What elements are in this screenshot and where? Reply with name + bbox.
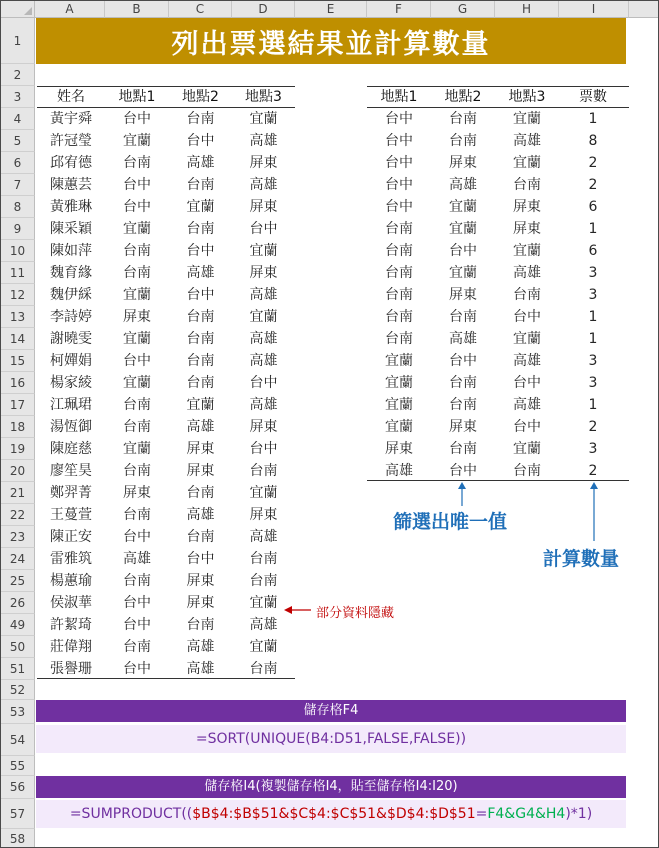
- cell-place2[interactable]: 台南: [186, 221, 215, 237]
- cell-r-place3[interactable]: 高雄: [513, 265, 541, 281]
- cell-r-place2[interactable]: 台中: [449, 243, 477, 259]
- row-header[interactable]: 20: [1, 460, 35, 482]
- cell-place2[interactable]: 台南: [186, 331, 215, 347]
- cell-name[interactable]: 侯淑華: [50, 595, 92, 611]
- cell-r-place3[interactable]: 宜蘭: [513, 243, 541, 259]
- cell-name[interactable]: 李詩婷: [50, 309, 92, 325]
- cell-name[interactable]: 楊家綾: [50, 375, 92, 391]
- cell-place3[interactable]: 台南: [249, 463, 278, 479]
- cell-place3[interactable]: 高雄: [249, 331, 278, 347]
- header-r-place3: 地點3: [508, 89, 546, 105]
- row-header[interactable]: 3: [1, 86, 35, 108]
- cell-place3[interactable]: 高雄: [249, 177, 278, 193]
- column-header-c[interactable]: C: [169, 1, 232, 18]
- cell-place1[interactable]: 台南: [123, 507, 151, 523]
- cell-r-place1[interactable]: 宜蘭: [385, 353, 413, 369]
- row-header[interactable]: 16: [1, 372, 35, 394]
- cell-place3[interactable]: 台南: [249, 573, 278, 589]
- cell-place2[interactable]: 台中: [186, 133, 215, 149]
- cell-votes[interactable]: 3: [588, 441, 598, 457]
- cell-r-place1[interactable]: 台南: [385, 221, 413, 237]
- cell-place1[interactable]: 台中: [123, 617, 151, 633]
- cell-place2[interactable]: 高雄: [186, 661, 215, 677]
- row-header[interactable]: 50: [1, 636, 35, 658]
- header-r-place1: 地點1: [380, 89, 418, 105]
- cell-r-place2[interactable]: 高雄: [449, 177, 477, 193]
- cell-votes[interactable]: 2: [588, 155, 598, 171]
- cell-r-place1[interactable]: 宜蘭: [385, 397, 413, 413]
- cell-name[interactable]: 雷雅筑: [50, 551, 92, 567]
- cell-votes[interactable]: 3: [588, 265, 598, 281]
- cell-place2[interactable]: 台中: [186, 551, 215, 567]
- row-header[interactable]: 17: [1, 394, 35, 416]
- cell-place2[interactable]: 高雄: [186, 419, 215, 435]
- cell-r-place2[interactable]: 台南: [449, 133, 477, 149]
- row-header[interactable]: 56: [1, 776, 35, 799]
- cell-r-place3[interactable]: 台南: [513, 287, 541, 303]
- cell-place2[interactable]: 高雄: [186, 265, 215, 281]
- formula1-title: 儲存格F4: [36, 700, 626, 722]
- cell-r-place1[interactable]: 台中: [385, 177, 413, 193]
- formula2-title: 儲存格I4(複製儲存格I4，貼至儲存格I4:I20): [36, 776, 626, 798]
- cell-place3[interactable]: 宜蘭: [249, 595, 278, 611]
- cell-place3[interactable]: 高雄: [249, 529, 278, 545]
- cell-place1[interactable]: 台南: [123, 639, 151, 655]
- column-header-i[interactable]: I: [559, 1, 629, 18]
- column-header-g[interactable]: G: [431, 1, 495, 18]
- column-header-a[interactable]: A: [35, 1, 105, 18]
- cell-place1[interactable]: 台中: [123, 595, 151, 611]
- cell-place3[interactable]: 宜蘭: [249, 243, 278, 259]
- cell-place1[interactable]: 台南: [123, 463, 151, 479]
- formula2-part1: =SUMPRODUCT((: [69, 806, 193, 822]
- cell-place3[interactable]: 台中: [249, 441, 278, 457]
- row-header[interactable]: 22: [1, 504, 35, 526]
- row-header[interactable]: 12: [1, 284, 35, 306]
- cell-place1[interactable]: 宜蘭: [123, 133, 151, 149]
- formula1-text[interactable]: =SORT(UNIQUE(B4:D51,FALSE,FALSE)): [36, 725, 626, 753]
- header-place2: 地點2: [182, 89, 219, 105]
- cell-place3[interactable]: 高雄: [249, 617, 278, 633]
- cell-r-place3[interactable]: 台南: [513, 177, 541, 193]
- cell-name[interactable]: 許絜琦: [50, 617, 92, 633]
- cell-r-place2[interactable]: 台南: [449, 309, 477, 325]
- cell-r-place3[interactable]: 高雄: [513, 133, 541, 149]
- cell-name[interactable]: 廖笙昊: [50, 463, 92, 479]
- cell-r-place3[interactable]: 台中: [513, 375, 541, 391]
- cell-name[interactable]: 陳正安: [50, 529, 92, 545]
- cell-r-place2[interactable]: 宜蘭: [449, 221, 477, 237]
- header-r-place2: 地點2: [444, 89, 482, 105]
- row-header[interactable]: 25: [1, 570, 35, 592]
- cell-r-place2[interactable]: 高雄: [449, 331, 477, 347]
- row-header[interactable]: 2: [1, 64, 35, 86]
- cell-place1[interactable]: 宜蘭: [123, 221, 151, 237]
- row-header[interactable]: 1: [1, 18, 35, 64]
- annotation-hidden-note: 部分資料隱藏: [316, 606, 395, 621]
- cell-place2[interactable]: 屏東: [186, 573, 215, 589]
- row-header[interactable]: 18: [1, 416, 35, 438]
- annotation-unique: 篩選出唯一值: [393, 511, 508, 533]
- cell-name[interactable]: 莊偉翔: [50, 639, 92, 655]
- formula2-text[interactable]: [36, 800, 626, 828]
- cell-r-place1[interactable]: 台南: [385, 287, 413, 303]
- cell-place1[interactable]: 宜蘭: [123, 375, 151, 391]
- cell-r-place2[interactable]: 屏東: [449, 287, 477, 303]
- row-header[interactable]: 26: [1, 592, 35, 614]
- cell-name[interactable]: 江珮珺: [50, 397, 92, 413]
- cell-name[interactable]: 謝曉雯: [50, 331, 92, 347]
- cell-votes[interactable]: 3: [588, 353, 598, 369]
- cell-name[interactable]: 柯嬋娟: [50, 353, 92, 369]
- cell-name[interactable]: 陳采穎: [50, 221, 92, 237]
- cell-votes[interactable]: 3: [588, 287, 598, 303]
- cell-r-place3[interactable]: 宜蘭: [513, 111, 541, 127]
- row-header[interactable]: 4: [1, 108, 35, 130]
- cell-place2[interactable]: 屏東: [186, 595, 215, 611]
- cell-votes[interactable]: 1: [588, 331, 598, 347]
- cell-votes[interactable]: 8: [588, 133, 598, 149]
- cell-r-place2[interactable]: 台中: [449, 353, 477, 369]
- cell-r-place3[interactable]: 台中: [513, 419, 541, 435]
- cell-place1[interactable]: 台中: [123, 661, 151, 677]
- cell-place3[interactable]: 台中: [249, 221, 278, 237]
- formula2-equals: =: [475, 806, 488, 822]
- cell-r-place2[interactable]: 屏東: [449, 419, 477, 435]
- cell-r-place2[interactable]: 宜蘭: [449, 265, 477, 281]
- header-place1: 地點1: [118, 89, 156, 105]
- cell-name[interactable]: 黃雅琳: [50, 199, 92, 215]
- cell-name[interactable]: 黃宇舜: [50, 111, 92, 127]
- cell-place3[interactable]: 屏東: [249, 419, 278, 435]
- cell-place1[interactable]: 宜蘭: [123, 331, 151, 347]
- row-header[interactable]: 23: [1, 526, 35, 548]
- row-header[interactable]: 6: [1, 152, 35, 174]
- cell-place1[interactable]: 台中: [123, 177, 151, 193]
- page-title: 列出票選結果並計算數量: [36, 18, 626, 64]
- formula2-tail: )*1): [565, 806, 593, 822]
- row-header[interactable]: 8: [1, 196, 35, 218]
- cell-place2[interactable]: 台南: [186, 375, 215, 391]
- row-header[interactable]: 15: [1, 350, 35, 372]
- row-header[interactable]: 13: [1, 306, 35, 328]
- cell-votes[interactable]: 1: [588, 397, 598, 413]
- cell-r-place2[interactable]: 台南: [449, 441, 477, 457]
- cell-place2[interactable]: 台中: [186, 287, 215, 303]
- row-header[interactable]: 49: [1, 614, 35, 636]
- row-header[interactable]: 53: [1, 700, 35, 724]
- cell-place1[interactable]: 台中: [123, 529, 151, 545]
- cell-name[interactable]: 鄭羿菁: [50, 485, 92, 501]
- cell-r-place3[interactable]: 屏東: [513, 199, 541, 215]
- row-header[interactable]: 58: [1, 829, 35, 848]
- cell-place2[interactable]: 台南: [186, 309, 215, 325]
- header-place3: 地點3: [245, 89, 282, 105]
- cell-name[interactable]: 許冠瑩: [50, 133, 92, 149]
- cell-votes[interactable]: 1: [588, 111, 598, 127]
- cell-r-place3[interactable]: 宜蘭: [513, 331, 541, 347]
- column-header-f[interactable]: F: [367, 1, 431, 18]
- cell-r-place3[interactable]: 高雄: [513, 353, 541, 369]
- annotation-count: 計算數量: [543, 548, 620, 570]
- cell-r-place3[interactable]: 台南: [513, 463, 541, 479]
- cell-place1[interactable]: 屏東: [123, 485, 151, 501]
- cell-r-place1[interactable]: 台南: [385, 331, 413, 347]
- row-header[interactable]: 54: [1, 724, 35, 756]
- cell-place2[interactable]: 台中: [186, 243, 215, 259]
- cell-place1[interactable]: 屏東: [123, 309, 151, 325]
- cell-r-place3[interactable]: 宜蘭: [513, 155, 541, 171]
- cell-r-place1[interactable]: 宜蘭: [385, 375, 413, 391]
- cell-place1[interactable]: 台南: [123, 419, 151, 435]
- cell-place1[interactable]: 台南: [123, 573, 151, 589]
- cell-place1[interactable]: 台南: [123, 265, 151, 281]
- cell-name[interactable]: 張譽珊: [50, 661, 92, 677]
- cell-r-place2[interactable]: 屏東: [449, 155, 477, 171]
- cell-place2[interactable]: 屏東: [186, 441, 215, 457]
- cell-place1[interactable]: 台中: [123, 199, 151, 215]
- cell-place1[interactable]: 台中: [123, 353, 151, 369]
- cell-name[interactable]: 邱宥德: [50, 155, 92, 171]
- cell-place1[interactable]: 台南: [123, 397, 151, 413]
- row-header[interactable]: 57: [1, 799, 35, 829]
- arrow-unique-head: [458, 482, 466, 489]
- cell-place2[interactable]: 屏東: [186, 463, 215, 479]
- cell-r-place3[interactable]: 屏東: [513, 221, 541, 237]
- cell-place3[interactable]: 台南: [249, 551, 278, 567]
- column-header-h[interactable]: H: [495, 1, 559, 18]
- cell-r-place2[interactable]: 台南: [449, 111, 477, 127]
- cell-r-place1[interactable]: 台中: [385, 155, 413, 171]
- cell-place3[interactable]: 宜蘭: [249, 639, 278, 655]
- cell-place3[interactable]: 屏東: [249, 265, 278, 281]
- column-header-b[interactable]: B: [105, 1, 169, 18]
- cell-r-place1[interactable]: 台中: [385, 199, 413, 215]
- cell-name[interactable]: 魏育緣: [50, 265, 92, 281]
- cell-place3[interactable]: 台中: [249, 375, 278, 391]
- cell-r-place1[interactable]: 台中: [385, 133, 413, 149]
- row-header[interactable]: 51: [1, 658, 35, 680]
- cell-place3[interactable]: 台南: [249, 661, 278, 677]
- row-header[interactable]: 14: [1, 328, 35, 350]
- formula2-criteria: F4&G4&H4: [487, 806, 566, 822]
- cell-place3[interactable]: 高雄: [249, 287, 278, 303]
- cell-place3[interactable]: 高雄: [249, 353, 278, 369]
- cell-place3[interactable]: 高雄: [249, 133, 278, 149]
- cell-r-place1[interactable]: 屏東: [385, 441, 413, 457]
- cell-place1[interactable]: 宜蘭: [123, 287, 151, 303]
- arrow-hidden-head: [284, 606, 292, 614]
- cell-r-place1[interactable]: 宜蘭: [385, 419, 413, 435]
- cell-r-place3[interactable]: 台中: [513, 309, 541, 325]
- cell-r-place2[interactable]: 台中: [449, 463, 477, 479]
- cell-votes[interactable]: 3: [588, 375, 598, 391]
- cell-place3[interactable]: 宜蘭: [249, 485, 278, 501]
- formula2-range: $B$4:$B$51&$C$4:$C$51&$D$4:$D$51: [192, 806, 476, 822]
- cell-name[interactable]: 陳蕙芸: [50, 177, 92, 193]
- row-header[interactable]: 19: [1, 438, 35, 460]
- cell-votes[interactable]: 6: [588, 199, 598, 215]
- cell-place1[interactable]: 台南: [123, 243, 151, 259]
- cell-place2[interactable]: 台南: [186, 111, 215, 127]
- cell-place2[interactable]: 台南: [186, 353, 215, 369]
- cell-r-place1[interactable]: 台南: [385, 265, 413, 281]
- cell-place3[interactable]: 宜蘭: [249, 111, 278, 127]
- column-header-d[interactable]: D: [232, 1, 295, 18]
- cell-votes[interactable]: 2: [588, 463, 598, 479]
- row-header[interactable]: 24: [1, 548, 35, 570]
- cell-r-place1[interactable]: 高雄: [385, 463, 413, 479]
- cell-r-place3[interactable]: 宜蘭: [513, 441, 541, 457]
- cell-place2[interactable]: 宜蘭: [186, 397, 215, 413]
- header-name: 姓名: [57, 89, 85, 105]
- cell-place1[interactable]: 台中: [123, 111, 151, 127]
- cell-place2[interactable]: 高雄: [186, 155, 215, 171]
- cell-place2[interactable]: 台南: [186, 485, 215, 501]
- row-header[interactable]: 9: [1, 218, 35, 240]
- header-votes: 票數: [579, 89, 607, 105]
- cell-place1[interactable]: 台南: [123, 155, 151, 171]
- row-header[interactable]: 10: [1, 240, 35, 262]
- row-header[interactable]: 52: [1, 680, 35, 700]
- row-header[interactable]: 7: [1, 174, 35, 196]
- cell-votes[interactable]: 1: [588, 309, 598, 325]
- cell-r-place2[interactable]: 台南: [449, 397, 477, 413]
- cell-votes[interactable]: 2: [588, 177, 598, 193]
- cell-r-place2[interactable]: 宜蘭: [449, 199, 477, 215]
- cell-r-place2[interactable]: 台南: [449, 375, 477, 391]
- cell-r-place1[interactable]: 台南: [385, 243, 413, 259]
- cell-name[interactable]: 陳庭慈: [50, 441, 92, 457]
- cell-r-place1[interactable]: 台南: [385, 309, 413, 325]
- cell-votes[interactable]: 6: [588, 243, 598, 259]
- cell-place2[interactable]: 高雄: [186, 507, 215, 523]
- cell-place3[interactable]: 屏東: [249, 507, 278, 523]
- cell-place1[interactable]: 宜蘭: [123, 441, 151, 457]
- cell-name[interactable]: 魏伊綵: [50, 287, 92, 303]
- cell-place2[interactable]: 台南: [186, 529, 215, 545]
- row-header[interactable]: 11: [1, 262, 35, 284]
- cell-r-place1[interactable]: 台中: [385, 111, 413, 127]
- cell-place1[interactable]: 高雄: [123, 551, 151, 567]
- cell-place2[interactable]: 台南: [186, 617, 215, 633]
- row-header[interactable]: 55: [1, 756, 35, 776]
- cell-place3[interactable]: 宜蘭: [249, 309, 278, 325]
- cell-name[interactable]: 陳如萍: [50, 243, 92, 259]
- cell-name[interactable]: 楊蕙瑜: [50, 573, 92, 589]
- cell-r-place3[interactable]: 高雄: [513, 397, 541, 413]
- cell-place2[interactable]: 宜蘭: [186, 199, 215, 215]
- cell-place3[interactable]: 屏東: [249, 155, 278, 171]
- column-header-e[interactable]: E: [295, 1, 367, 18]
- row-header[interactable]: 21: [1, 482, 35, 504]
- cell-place2[interactable]: 高雄: [186, 639, 215, 655]
- cell-name[interactable]: 王蔓萱: [50, 507, 92, 523]
- cell-place3[interactable]: 屏東: [249, 199, 278, 215]
- cell-place3[interactable]: 高雄: [249, 397, 278, 413]
- row-header[interactable]: 5: [1, 130, 35, 152]
- cell-place2[interactable]: 台南: [186, 177, 215, 193]
- cell-votes[interactable]: 1: [588, 221, 598, 237]
- arrow-count-head: [590, 482, 598, 489]
- cell-name[interactable]: 湯恆御: [50, 419, 92, 435]
- cell-votes[interactable]: 2: [588, 419, 598, 435]
